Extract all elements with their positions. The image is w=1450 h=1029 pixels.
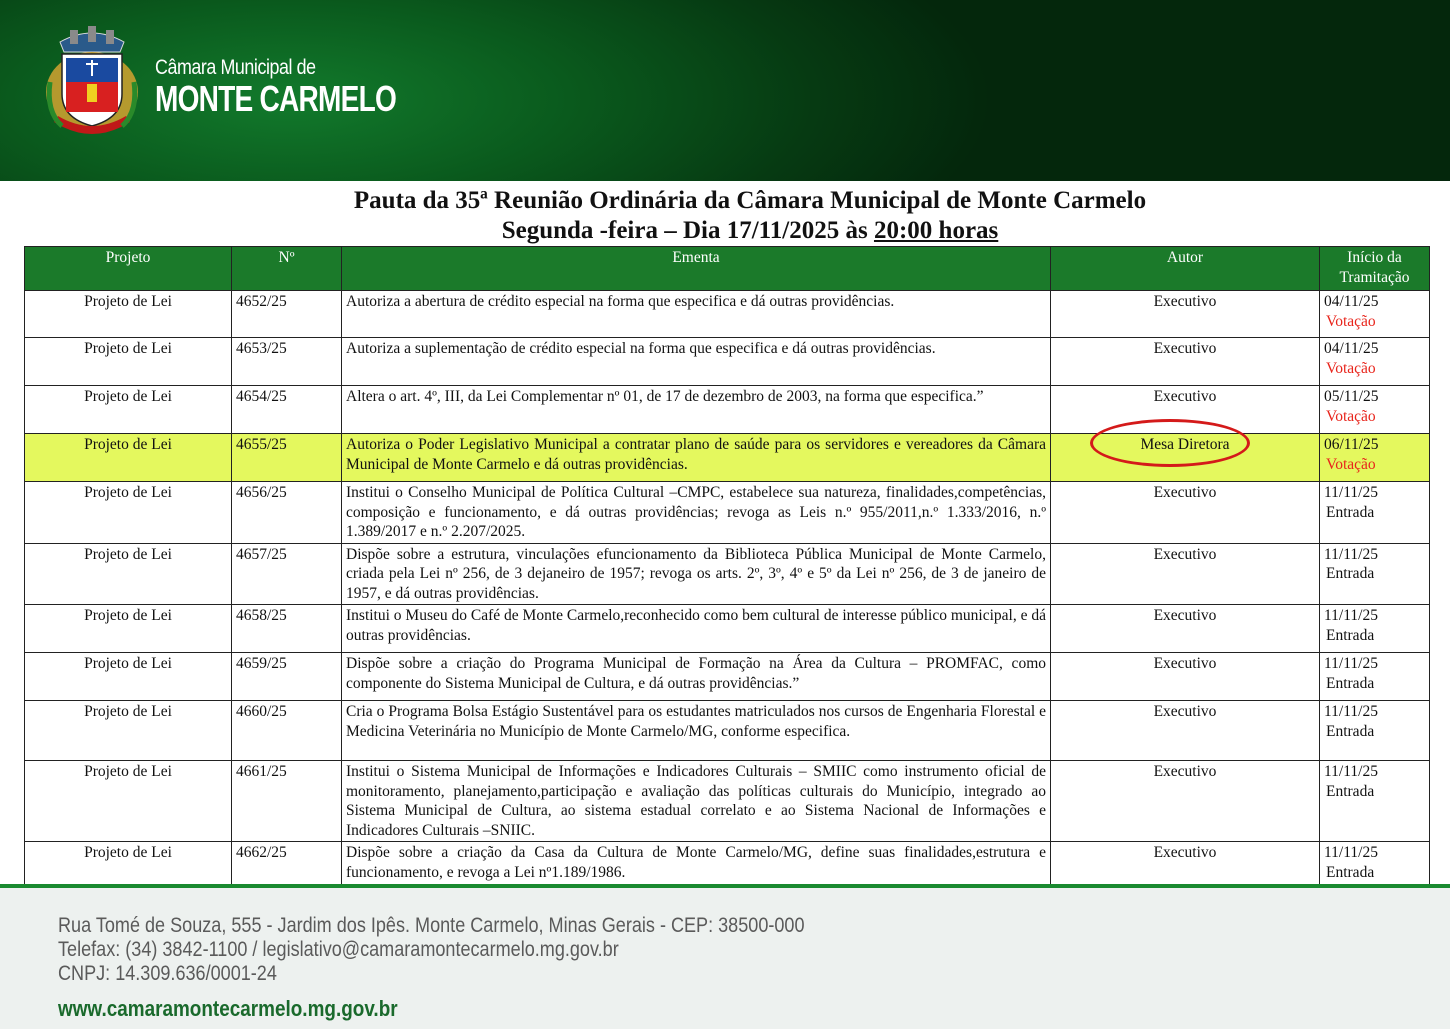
cell-status: Entrada	[1326, 626, 1375, 644]
cell-ementa: Dispõe sobre a estrutura, vinculações efuncionamento da Biblioteca Pública Municipal de Monte Carmelo, criada pela Lei nº 256, de 3 dejaneiro de 1957; revoga os arts. 2º, 3º, 4º e 5º da Lei nº 256, de 3 de janeiro de 1957, e dá outras providências.	[342, 543, 1051, 605]
header-numero: Nº	[232, 247, 342, 291]
cell-inicio	[1320, 291, 1430, 338]
cell-date: 06/11/25	[1324, 436, 1379, 453]
cell-inicio	[1320, 434, 1430, 482]
cell-inicio	[1320, 653, 1430, 701]
cell-numero: 4658/25	[232, 605, 342, 653]
cell-inicio	[1320, 842, 1430, 890]
cell-inicio	[1320, 386, 1430, 434]
cell-numero: 4654/25	[232, 386, 342, 434]
cell-numero: 4655/25	[232, 434, 342, 482]
cell-date: 11/11/25	[1324, 545, 1378, 563]
cell-inicio	[1320, 605, 1430, 653]
table-row	[25, 842, 1430, 890]
cell-autor: Executivo	[1051, 701, 1320, 761]
page-subtitle	[0, 217, 1450, 245]
cell-inicio	[1320, 543, 1430, 605]
agenda-table	[24, 246, 1430, 890]
cell-status: Entrada	[1326, 565, 1375, 582]
cell-projeto: Projeto de Lei	[25, 543, 232, 605]
cell-inicio	[1320, 701, 1430, 761]
cell-status: Entrada	[1326, 722, 1375, 740]
cell-ementa: Institui o Conselho Municipal de Política Cultural –CMPC, estabelece sua natureza, finalidades,competências, composição e funcionamento, e dá outras providências; revoga as Leis n.º 955/2011,n.º 1.333/2016, n.º 1.389/2017 e n.º 2.207/2025.	[342, 482, 1051, 544]
cell-status: Entrada	[1326, 863, 1375, 881]
table-header-row	[25, 247, 1430, 291]
cell-ementa: Dispõe sobre a criação do Programa Municipal de Formação na Área da Cultura – PROMFAC, como componente do Sistema Municipal de Cultura, e dá outras providências.”	[342, 653, 1051, 701]
cell-date: 11/11/25	[1324, 844, 1378, 861]
cell-autor: Executivo	[1051, 543, 1320, 605]
cell-status: Votação	[1326, 312, 1376, 330]
table-row	[25, 482, 1430, 544]
cell-ementa: Institui o Sistema Municipal de Informações e Indicadores Culturais – SMIIC como instrumento oficial de monitoramento, planejamento,participação e avaliação das políticas culturais do Município, integrado ao Sistema Municipal de Cultura, ao sistema estadual correlato e ao Sistema Nacional de Informações e Indicadores Culturais –SNIIC.	[342, 761, 1051, 842]
cell-date: 11/11/25	[1324, 607, 1378, 624]
cell-autor: Executivo	[1051, 291, 1320, 338]
cell-ementa: Autoriza o Poder Legislativo Municipal a contratar plano de saúde para os servidores e vereadores da Câmara Municipal de Monte Carmelo e dá outras providências.	[342, 434, 1051, 482]
cell-inicio	[1320, 761, 1430, 842]
cell-status: Votação	[1326, 407, 1376, 425]
cell-date: 11/11/25	[1324, 484, 1378, 501]
cell-inicio	[1320, 482, 1430, 544]
cell-date: 11/11/25	[1324, 763, 1378, 780]
cell-numero: 4653/25	[232, 338, 342, 386]
cell-numero: 4656/25	[232, 482, 342, 544]
page-footer	[0, 884, 1450, 1029]
cell-numero: 4661/25	[232, 761, 342, 842]
cell-projeto: Projeto de Lei	[25, 842, 232, 890]
header-autor: Autor	[1051, 247, 1320, 291]
footer-website-link[interactable]: www.camaramontecarmelo.mg.gov.br	[58, 996, 398, 1021]
cell-projeto: Projeto de Lei	[25, 482, 232, 544]
table-row	[25, 605, 1430, 653]
cell-autor: Executivo	[1051, 338, 1320, 386]
cell-ementa: Autoriza a abertura de crédito especial na forma que especifica e dá outras providências.	[342, 291, 1051, 338]
cell-numero: 4660/25	[232, 701, 342, 761]
cell-projeto: Projeto de Lei	[25, 386, 232, 434]
table-row	[25, 543, 1430, 605]
cell-autor: Executivo	[1051, 386, 1320, 434]
header-ementa: Ementa	[342, 247, 1051, 291]
cell-status: Entrada	[1326, 782, 1375, 800]
cell-ementa: Cria o Programa Bolsa Estágio Sustentável para os estudantes matriculados nos cursos de Engenharia Florestal e Medicina Veterinária no Município de Monte Carmelo/MG, conforme especifica.	[342, 701, 1051, 761]
cell-ementa: Dispõe sobre a criação da Casa da Cultura de Monte Carmelo/MG, define suas finalidades,estrutura e funcionamento, e revoga a Lei nº1.189/1986.	[342, 842, 1051, 890]
header-projeto: Projeto	[25, 247, 232, 291]
cell-status: Entrada	[1326, 674, 1375, 692]
table-row	[25, 701, 1430, 761]
org-name-line2: MONTE CARMELO	[155, 78, 397, 119]
cell-projeto: Projeto de Lei	[25, 291, 232, 338]
page-header	[0, 0, 1450, 181]
subtitle-time: 20:00 horas	[873, 217, 999, 244]
cell-projeto: Projeto de Lei	[25, 434, 232, 482]
cell-date: 04/11/25	[1324, 293, 1379, 310]
footer-address: Rua Tomé de Souza, 555 - Jardim dos Ipês. Monte Carmelo, Minas Gerais - CEP: 38500-000	[58, 914, 805, 937]
cell-date: 11/11/25	[1324, 655, 1378, 672]
cell-autor: Mesa Diretora	[1051, 434, 1320, 482]
cell-numero: 4662/25	[232, 842, 342, 890]
cell-ementa: Autoriza a suplementação de crédito especial na forma que especifica e dá outras providências.	[342, 338, 1051, 386]
cell-status: Votação	[1326, 359, 1376, 377]
annotation-circle	[1090, 419, 1250, 467]
cell-autor: Executivo	[1051, 761, 1320, 842]
cell-autor: Executivo	[1051, 482, 1320, 544]
footer-telefax: Telefax: (34) 3842-1100 / legislativo@camaramontecarmelo.mg.gov.br	[58, 938, 619, 961]
cell-autor: Executivo	[1051, 653, 1320, 701]
subtitle-date: Segunda -feira – Dia 17/11/2025 às	[501, 217, 874, 244]
cell-projeto: Projeto de Lei	[25, 605, 232, 653]
table-row	[25, 291, 1430, 338]
cell-numero: 4659/25	[232, 653, 342, 701]
cell-status: Entrada	[1326, 503, 1375, 521]
table-row	[25, 338, 1430, 386]
cell-numero: 4657/25	[232, 543, 342, 605]
org-name-line1: Câmara Municipal de	[155, 56, 316, 79]
cell-ementa: Altera o art. 4º, III, da Lei Complementar nº 01, de 17 de dezembro de 2003, na forma que especifica.”	[342, 386, 1051, 434]
cell-ementa: Institui o Museu do Café de Monte Carmelo,reconhecido como bem cultural de interesse público municipal, e dá outras providências.	[342, 605, 1051, 653]
coat-of-arms-icon	[40, 22, 144, 142]
cell-date: 04/11/25	[1324, 340, 1379, 357]
cell-inicio	[1320, 338, 1430, 386]
cell-numero: 4652/25	[232, 291, 342, 338]
footer-cnpj: CNPJ: 14.309.636/0001-24	[58, 962, 277, 985]
cell-projeto: Projeto de Lei	[25, 338, 232, 386]
cell-date: 05/11/25	[1324, 388, 1379, 405]
cell-date: 11/11/25	[1324, 703, 1378, 720]
cell-status: Votação	[1326, 455, 1376, 473]
header-inicio: Início da Tramitação	[1320, 247, 1430, 291]
page-title: Pauta da 35ª Reunião Ordinária da Câmara Municipal de Monte Carmelo	[353, 187, 1147, 214]
cell-projeto: Projeto de Lei	[25, 761, 232, 842]
cell-projeto: Projeto de Lei	[25, 653, 232, 701]
cell-autor: Executivo	[1051, 842, 1320, 890]
table-row	[25, 653, 1430, 701]
cell-projeto: Projeto de Lei	[25, 701, 232, 761]
cell-autor: Executivo	[1051, 605, 1320, 653]
table-row	[25, 761, 1430, 842]
